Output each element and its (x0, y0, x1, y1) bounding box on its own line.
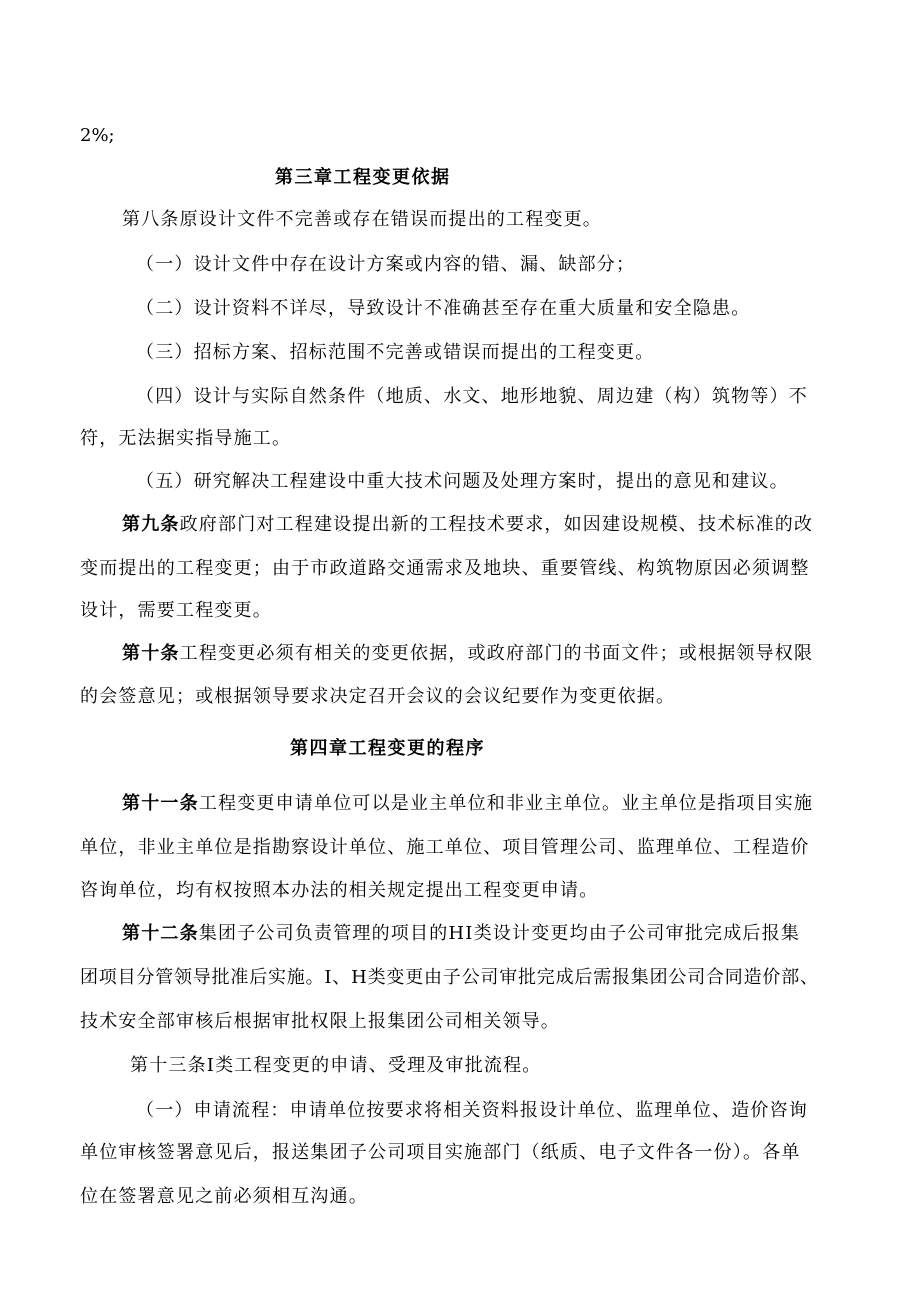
article-number: 第十一条 (122, 793, 199, 814)
text-line: 符，无法据实指导施工。 (80, 428, 292, 449)
text-line: 单位审核签署意见后，报送集团子公司项目实施部门（纸质、电子文件各一份）。各单 (80, 1142, 801, 1163)
text-line: 技术安全部审核后根据审批权限上报集团公司相关领导。 (80, 1011, 560, 1032)
text-line: 的会签意见；或根据领导要求决定召开会议的会议纪要作为变更依据。 (80, 686, 676, 707)
article-line: 第十条工程变更必须有相关的变更依据，或政府部门的书面文件；或根据领导权限 (122, 643, 814, 664)
article-number: 第十二条 (122, 923, 199, 944)
text-line: 位在签署意见之前必须相互沟通。 (80, 1186, 368, 1207)
clause-line: （四）设计与实际自然条件（地质、水文、地形地貌、周边建（构）筑物等）不 (136, 386, 808, 407)
text-line: 变而提出的工程变更；由于市政道路交通需求及地块、重要管线、构筑物原因必须调整 (80, 558, 810, 579)
text-line: 单位，非业主单位是指勘察设计单位、施工单位、项目管理公司、监理单位、工程造价 (80, 837, 810, 858)
clause-line: （一）设计文件中存在设计方案或内容的错、漏、缺部分； (136, 254, 636, 275)
article-line: 第九条政府部门对工程建设提出新的工程技术要求，如因建设规模、技术标准的改 (122, 514, 814, 535)
article-line: 第十三条I类工程变更的申请、受理及审批流程。 (130, 1055, 542, 1076)
article-line: 第十一条工程变更申请单位可以是业主单位和非业主单位。业主单位是指项目实施 (122, 793, 814, 814)
clause-line: （二）设计资料不详尽，导致设计不准确甚至存在重大质量和安全隐患。 (136, 298, 751, 319)
article-line: 第八条原设计文件不完善或存在错误而提出的工程变更。 (122, 209, 602, 230)
text-line: 咨询单位，均有权按照本办法的相关规定提出工程变更申请。 (80, 880, 599, 901)
clause-line: （五）研究解决工程建设中重大技术问题及处理方案时，提出的意见和建议。 (136, 471, 789, 492)
article-number: 第九条 (122, 514, 180, 535)
chapter-heading: 第三章工程变更依据 (275, 167, 451, 188)
text-line: 2%; (80, 125, 115, 146)
article-line: 第十二条集团子公司负责管理的项目的HI类设计变更均由子公司审批完成后报集 (122, 923, 801, 944)
article-number: 第十条 (122, 643, 180, 664)
clause-line: （一）申请流程：申请单位按要求将相关资料报设计单位、监理单位、造价咨询 (136, 1100, 808, 1121)
chapter-heading: 第四章工程变更的程序 (290, 738, 485, 759)
text-line: 团项目分管领导批准后实施。I、H类变更由子公司审批完成后需报集团公司合同造价部、 (80, 967, 819, 988)
text-line: 设计，需要工程变更。 (80, 600, 272, 621)
clause-line: （三）招标方案、招标范围不完善或错误而提出的工程变更。 (136, 342, 655, 363)
